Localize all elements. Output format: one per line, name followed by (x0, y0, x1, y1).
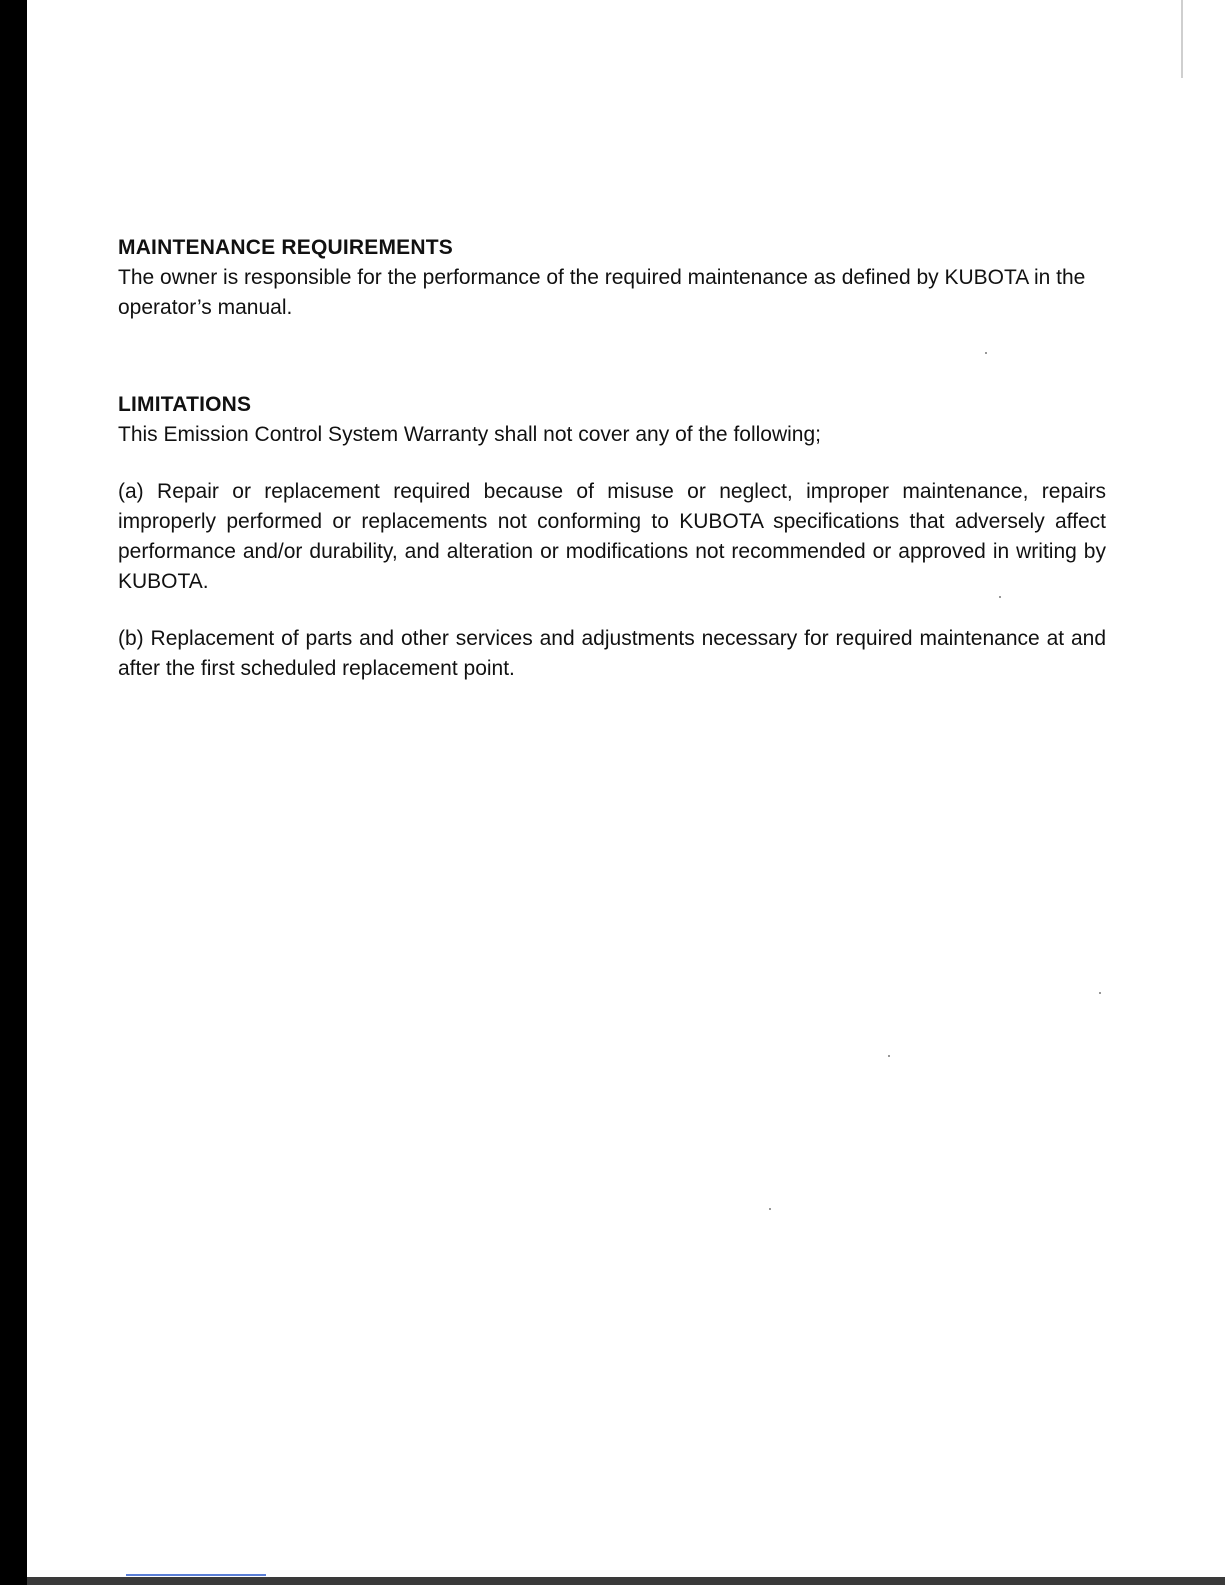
scan-speck (888, 1055, 890, 1057)
limitations-section (118, 389, 1106, 684)
document-page (118, 232, 1106, 684)
scan-speck (1099, 992, 1101, 994)
limitation-item-b: (b) Replacement of parts and other services and adjustments necessary for required maintenance at and after the first scheduled replacement point. (118, 627, 1106, 680)
limitations-intro: This Emission Control System Warranty shall not cover any of the following; (118, 423, 821, 446)
limitations-heading: LIMITATIONS (118, 393, 252, 416)
maintenance-section (118, 232, 1106, 323)
limitation-item-a: (a) Repair or replacement required because of misuse or neglect, improper maintenance, repairs improperly performed or replacements not conforming to KUBOTA specifications that adversely affect performance and/or durability, and alteration or modifications not recommended or approved in writing by KUBOTA. (118, 480, 1106, 593)
scan-border-left (0, 0, 27, 1585)
scan-border-right (1181, 0, 1183, 78)
maintenance-heading: MAINTENANCE REQUIREMENTS (118, 236, 453, 259)
scan-artifact-underline (126, 1574, 266, 1576)
scan-border-bottom (27, 1577, 1225, 1585)
maintenance-body: The owner is responsible for the performance of the required maintenance as defined by KUBOTA in the operator’s manual. (118, 266, 1086, 319)
scan-speck (769, 1208, 771, 1210)
